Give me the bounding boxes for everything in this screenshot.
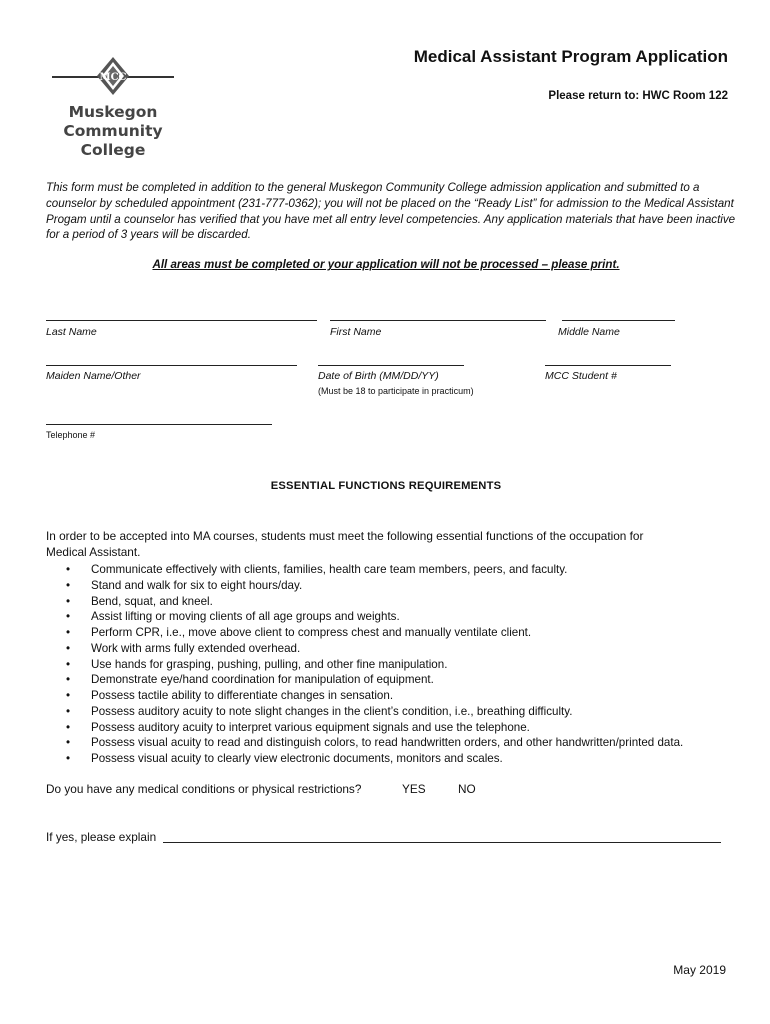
list-item-text: Assist lifting or moving clients of all age groups and weights. (91, 610, 400, 624)
list-item (64, 704, 764, 720)
list-item-text: Use hands for grasping, pushing, pulling, and other fine manipulation. (91, 657, 448, 671)
bullet-icon: • (66, 673, 71, 687)
list-item (64, 562, 764, 578)
list-item-text: Possess visual acuity to read and distinguish colors, to read handwritten orders, and other handwritten/printed data. (91, 736, 684, 750)
list-item-text: Perform CPR, i.e., move above client to compress chest and manually ventilate client. (91, 626, 532, 639)
requirements-intro: In order to be accepted into MA courses, students must meet the following essential functions of the occupation for Medical Assistant. (46, 529, 644, 559)
middle-name-field[interactable] (562, 320, 675, 321)
essential-functions-list (64, 562, 764, 767)
mcc-monogram-icon (96, 56, 130, 96)
list-item-text: Possess tactile ability to differentiate changes in sensation. (91, 689, 394, 702)
list-item-text: Stand and walk for six to eight hours/day. (91, 578, 303, 592)
middle-name-label: Middle Name (558, 326, 620, 338)
bullet-icon: • (66, 720, 71, 734)
first-name-field[interactable] (330, 320, 546, 321)
list-item-text: Bend, squat, and kneel. (91, 594, 213, 608)
list-item (64, 609, 764, 625)
bullet-icon: • (66, 563, 71, 576)
bullet-icon: • (66, 752, 71, 765)
list-item (64, 672, 764, 688)
dob-field[interactable] (318, 365, 464, 366)
dob-label: Date of Birth (MM/DD/YY) (318, 370, 439, 382)
list-item-text: Communicate effectively with clients, families, health care team members, peers, and faculty. (91, 563, 568, 576)
bullet-icon: • (66, 626, 71, 639)
no-option[interactable]: NO (458, 782, 476, 796)
college-name (52, 103, 174, 160)
list-item (64, 594, 764, 610)
list-item-text: Possess visual acuity to clearly view electronic documents, monitors and scales. (91, 752, 503, 765)
telephone-label: Telephone # (46, 430, 96, 440)
bullet-icon: • (66, 704, 71, 718)
list-item (64, 735, 764, 751)
college-name-line-3: College (80, 141, 146, 159)
list-item (64, 751, 764, 767)
bullet-icon: • (66, 689, 71, 702)
list-item (64, 657, 764, 673)
list-item (64, 625, 764, 641)
yes-option[interactable]: YES (402, 782, 426, 796)
return-to-note: Please return to: HWC Room 122 (548, 90, 728, 102)
bullet-icon: • (66, 610, 71, 624)
list-item (64, 720, 764, 736)
list-item-text: Demonstrate eye/hand coordination for manipulation of equipment. (91, 673, 434, 687)
last-name-label: Last Name (46, 326, 97, 338)
list-item-text: Work with arms fully extended overhead. (91, 641, 301, 655)
list-item (64, 688, 764, 704)
explain-label: If yes, please explain (46, 830, 157, 844)
bullet-icon: • (66, 736, 71, 750)
list-item (64, 641, 764, 657)
college-name-line-1: Muskegon (68, 103, 158, 121)
telephone-field[interactable] (46, 424, 272, 425)
revision-date: May 2019 (673, 963, 726, 977)
list-item-text: Possess auditory acuity to note slight changes in the client’s condition, i.e., breathing difficulty. (91, 704, 573, 718)
must-complete-notice: All areas must be completed or your application will not be processed – please print. (152, 258, 620, 271)
student-number-field[interactable] (545, 365, 671, 366)
svg-text:MCC: MCC (99, 72, 127, 83)
student-number-label: MCC Student # (545, 370, 617, 382)
page-title: Medical Assistant Program Application (413, 47, 728, 66)
list-item (64, 578, 764, 594)
bullet-icon: • (66, 594, 71, 608)
medical-conditions-question: Do you have any medical conditions or physical restrictions? (46, 782, 362, 796)
bullet-icon: • (66, 578, 71, 592)
bullet-icon: • (66, 641, 71, 655)
first-name-label: First Name (330, 326, 382, 338)
intro-paragraph: This form must be completed in addition to the general Muskegon Community College admission application and submitted to a counselor by scheduled appointment (231-777-0362); you will not be placed on the “Ready List” for admission to the Medical Assistant Progam until a counselor has verified that you have met all entry level competencies. Any application materials that have been inactive for a period of 3 years will be discarded. (46, 181, 736, 242)
college-logo (52, 56, 174, 160)
bullet-icon: • (66, 657, 71, 671)
list-item-text: Possess auditory acuity to interpret various equipment signals and use the telephone. (91, 720, 530, 734)
college-name-line-2: Community (63, 122, 163, 140)
maiden-name-label: Maiden Name/Other (46, 370, 141, 382)
last-name-field[interactable] (46, 320, 317, 321)
dob-note: (Must be 18 to participate in practicum) (318, 386, 474, 396)
maiden-name-field[interactable] (46, 365, 297, 366)
explain-field[interactable] (163, 842, 721, 843)
essential-functions-heading: ESSENTIAL FUNCTIONS REQUIREMENTS (270, 480, 502, 492)
